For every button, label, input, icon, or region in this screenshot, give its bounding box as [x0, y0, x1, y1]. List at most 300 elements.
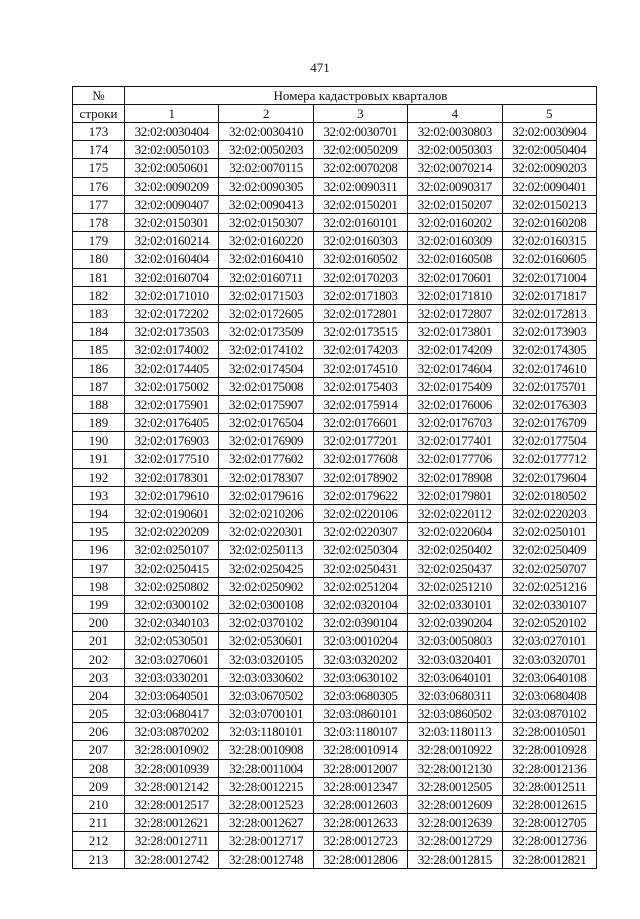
cadastral-number-cell: 32:02:0176601: [313, 414, 407, 432]
table-row: [73, 286, 597, 304]
cadastral-number-cell: 32:02:0173515: [313, 323, 407, 341]
cadastral-number-cell: 32:02:0520102: [502, 614, 596, 632]
cadastral-number-cell: 32:02:0250902: [219, 577, 313, 595]
column-header-4: 4: [408, 105, 502, 123]
cadastral-number-cell: 32:02:0174504: [219, 359, 313, 377]
cadastral-number-cell: 32:02:0175403: [313, 377, 407, 395]
group-header: Номера кадастровых кварталов: [125, 87, 597, 105]
cadastral-number-cell: 32:02:0177201: [313, 432, 407, 450]
row-number: 189: [73, 414, 125, 432]
cadastral-number-cell: 32:02:0177608: [313, 450, 407, 468]
column-header-3: 3: [313, 105, 407, 123]
cadastral-number-cell: 32:28:0012007: [313, 759, 407, 777]
cadastral-number-cell: 32:02:0160208: [502, 213, 596, 231]
cadastral-number-cell: 32:02:0050303: [408, 141, 502, 159]
cadastral-number-cell: 32:03:0270101: [502, 632, 596, 650]
cadastral-number-cell: 32:02:0160202: [408, 213, 502, 231]
table-row: [73, 795, 597, 813]
table-row: [73, 577, 597, 595]
cadastral-number-cell: 32:03:0320701: [502, 650, 596, 668]
cadastral-number-cell: 32:02:0173503: [125, 323, 219, 341]
cadastral-number-cell: 32:28:0012130: [408, 759, 502, 777]
cadastral-number-cell: 32:03:1180113: [408, 723, 502, 741]
row-number: 193: [73, 486, 125, 504]
cadastral-number-cell: 32:02:0171817: [502, 286, 596, 304]
cadastral-number-cell: 32:02:0090203: [502, 159, 596, 177]
cadastral-number-cell: 32:02:0177510: [125, 450, 219, 468]
cadastral-number-cell: 32:28:0012621: [125, 814, 219, 832]
cadastral-number-cell: 32:28:0012717: [219, 832, 313, 850]
row-number: 192: [73, 468, 125, 486]
column-header-2: 2: [219, 105, 313, 123]
table-row: [73, 195, 597, 213]
cadastral-number-cell: 32:02:0250707: [502, 559, 596, 577]
table-row: [73, 359, 597, 377]
table-row: [73, 304, 597, 322]
cadastral-number-cell: 32:02:0178301: [125, 468, 219, 486]
row-number: 184: [73, 323, 125, 341]
row-number: 213: [73, 850, 125, 868]
cadastral-number-cell: 32:02:0174610: [502, 359, 596, 377]
cadastral-number-cell: 32:02:0251204: [313, 577, 407, 595]
cadastral-number-cell: 32:03:0330201: [125, 668, 219, 686]
cadastral-number-cell: 32:02:0172202: [125, 304, 219, 322]
row-number: 208: [73, 759, 125, 777]
cadastral-number-cell: 32:28:0012627: [219, 814, 313, 832]
cadastral-number-cell: 32:02:0160410: [219, 250, 313, 268]
cadastral-number-cell: 32:03:0870202: [125, 723, 219, 741]
cadastral-number-cell: 32:03:0640501: [125, 686, 219, 704]
header-row-top: [73, 87, 597, 105]
row-number: 207: [73, 741, 125, 759]
cadastral-number-cell: 32:02:0160303: [313, 232, 407, 250]
cadastral-number-cell: 32:02:0090401: [502, 177, 596, 195]
cadastral-number-cell: 32:02:0174604: [408, 359, 502, 377]
cadastral-number-cell: 32:02:0176903: [125, 432, 219, 450]
cadastral-number-cell: 32:03:0870102: [502, 705, 596, 723]
cadastral-number-cell: 32:28:0012736: [502, 832, 596, 850]
cadastral-number-cell: 32:02:0070115: [219, 159, 313, 177]
cadastral-number-cell: 32:02:0171010: [125, 286, 219, 304]
cadastral-number-cell: 32:03:0680408: [502, 686, 596, 704]
cadastral-number-cell: 32:02:0160101: [313, 213, 407, 231]
row-number: 186: [73, 359, 125, 377]
table-row: [73, 414, 597, 432]
cadastral-number-cell: 32:02:0150207: [408, 195, 502, 213]
row-number: 180: [73, 250, 125, 268]
cadastral-number-cell: 32:28:0012142: [125, 777, 219, 795]
cadastral-number-cell: 32:02:0220307: [313, 523, 407, 541]
row-number: 175: [73, 159, 125, 177]
cadastral-number-cell: 32:03:0050803: [408, 632, 502, 650]
row-number: 210: [73, 795, 125, 813]
cadastral-number-cell: 32:02:0050103: [125, 141, 219, 159]
cadastral-number-cell: 32:02:0050601: [125, 159, 219, 177]
row-number: 185: [73, 341, 125, 359]
cadastral-quarters-table: [72, 86, 597, 869]
cadastral-number-cell: 32:02:0090413: [219, 195, 313, 213]
row-number: 194: [73, 504, 125, 522]
cadastral-number-cell: 32:28:0010914: [313, 741, 407, 759]
cadastral-number-cell: 32:02:0250113: [219, 541, 313, 559]
cadastral-number-cell: 32:02:0175907: [219, 395, 313, 413]
table-row: [73, 141, 597, 159]
cadastral-number-cell: 32:02:0175002: [125, 377, 219, 395]
column-header-5: 5: [502, 105, 596, 123]
table-row: [73, 504, 597, 522]
table-row: [73, 177, 597, 195]
cadastral-number-cell: 32:03:0320401: [408, 650, 502, 668]
cadastral-number-cell: 32:02:0340103: [125, 614, 219, 632]
table-row: [73, 159, 597, 177]
cadastral-number-cell: 32:28:0012615: [502, 795, 596, 813]
cadastral-number-cell: 32:02:0390204: [408, 614, 502, 632]
cadastral-number-cell: 32:02:0030701: [313, 123, 407, 141]
cadastral-number-cell: 32:02:0160220: [219, 232, 313, 250]
cadastral-number-cell: 32:28:0011004: [219, 759, 313, 777]
cadastral-number-cell: 32:02:0050203: [219, 141, 313, 159]
row-number: 201: [73, 632, 125, 650]
cadastral-number-cell: 32:02:0171004: [502, 268, 596, 286]
table-row: [73, 395, 597, 413]
table-row: [73, 668, 597, 686]
cadastral-number-cell: 32:28:0010928: [502, 741, 596, 759]
row-number: 177: [73, 195, 125, 213]
cadastral-number-cell: 32:02:0250415: [125, 559, 219, 577]
cadastral-number-cell: 32:02:0171803: [313, 286, 407, 304]
cadastral-number-cell: 32:28:0012633: [313, 814, 407, 832]
row-number: 202: [73, 650, 125, 668]
cadastral-number-cell: 32:02:0250431: [313, 559, 407, 577]
table-body: [73, 123, 597, 869]
row-number: 209: [73, 777, 125, 795]
cadastral-number-cell: 32:02:0170203: [313, 268, 407, 286]
row-number: 179: [73, 232, 125, 250]
table-row: [73, 705, 597, 723]
cadastral-number-cell: 32:02:0070208: [313, 159, 407, 177]
cadastral-number-cell: 32:28:0012821: [502, 850, 596, 868]
cadastral-number-cell: 32:28:0012705: [502, 814, 596, 832]
cadastral-number-cell: 32:02:0160605: [502, 250, 596, 268]
cadastral-number-cell: 32:28:0012511: [502, 777, 596, 795]
cadastral-number-cell: 32:02:0172813: [502, 304, 596, 322]
cadastral-number-cell: 32:03:0320202: [313, 650, 407, 668]
cadastral-number-cell: 32:28:0010908: [219, 741, 313, 759]
cadastral-number-cell: 32:02:0220106: [313, 504, 407, 522]
cadastral-number-cell: 32:28:0012806: [313, 850, 407, 868]
cadastral-number-cell: 32:03:1180107: [313, 723, 407, 741]
row-number-header-top: №: [73, 87, 125, 105]
cadastral-number-cell: 32:28:0010922: [408, 741, 502, 759]
row-number: 182: [73, 286, 125, 304]
cadastral-number-cell: 32:02:0250402: [408, 541, 502, 559]
cadastral-number-cell: 32:02:0530501: [125, 632, 219, 650]
cadastral-number-cell: 32:02:0171503: [219, 286, 313, 304]
row-number: 173: [73, 123, 125, 141]
cadastral-number-cell: 32:02:0178902: [313, 468, 407, 486]
cadastral-number-cell: 32:03:0670502: [219, 686, 313, 704]
header-row-bottom: [73, 105, 597, 123]
cadastral-number-cell: 32:02:0220203: [502, 504, 596, 522]
table-row: [73, 632, 597, 650]
cadastral-number-cell: 32:02:0175409: [408, 377, 502, 395]
cadastral-number-cell: 32:02:0030410: [219, 123, 313, 141]
cadastral-number-cell: 32:02:0177602: [219, 450, 313, 468]
cadastral-number-cell: 32:28:0012729: [408, 832, 502, 850]
cadastral-number-cell: 32:02:0050209: [313, 141, 407, 159]
cadastral-number-cell: 32:02:0320104: [313, 595, 407, 613]
cadastral-number-cell: 32:03:0630102: [313, 668, 407, 686]
cadastral-number-cell: 32:02:0190601: [125, 504, 219, 522]
cadastral-number-cell: 32:02:0220301: [219, 523, 313, 541]
table-row: [73, 323, 597, 341]
table-row: [73, 777, 597, 795]
cadastral-number-cell: 32:02:0177712: [502, 450, 596, 468]
cadastral-number-cell: 32:02:0160502: [313, 250, 407, 268]
cadastral-number-cell: 32:02:0370102: [219, 614, 313, 632]
row-number: 198: [73, 577, 125, 595]
table-row: [73, 450, 597, 468]
table-row: [73, 723, 597, 741]
cadastral-number-cell: 32:28:0012711: [125, 832, 219, 850]
page-number: 471: [310, 60, 330, 75]
cadastral-number-cell: 32:02:0160508: [408, 250, 502, 268]
table-row: [73, 595, 597, 613]
cadastral-number-cell: 32:02:0220112: [408, 504, 502, 522]
cadastral-number-cell: 32:03:0680311: [408, 686, 502, 704]
cadastral-number-cell: 32:02:0250409: [502, 541, 596, 559]
cadastral-number-cell: 32:02:0150301: [125, 213, 219, 231]
cadastral-number-cell: 32:02:0179622: [313, 486, 407, 504]
cadastral-number-cell: 32:02:0390104: [313, 614, 407, 632]
cadastral-number-cell: 32:02:0150201: [313, 195, 407, 213]
cadastral-number-cell: 32:02:0090209: [125, 177, 219, 195]
cadastral-number-cell: 32:28:0012505: [408, 777, 502, 795]
cadastral-number-cell: 32:02:0050404: [502, 141, 596, 159]
table-row: [73, 432, 597, 450]
cadastral-number-cell: 32:02:0174209: [408, 341, 502, 359]
cadastral-number-cell: 32:02:0175914: [313, 395, 407, 413]
cadastral-number-cell: 32:02:0176709: [502, 414, 596, 432]
table-header: [73, 87, 597, 123]
cadastral-number-cell: 32:02:0250107: [125, 541, 219, 559]
cadastral-number-cell: 32:02:0090311: [313, 177, 407, 195]
row-number: 204: [73, 686, 125, 704]
table-row: [73, 341, 597, 359]
cadastral-number-cell: 32:28:0012603: [313, 795, 407, 813]
table-row: [73, 559, 597, 577]
row-number: 191: [73, 450, 125, 468]
row-number: 211: [73, 814, 125, 832]
table-row: [73, 523, 597, 541]
cadastral-number-cell: 32:03:0680305: [313, 686, 407, 704]
cadastral-number-cell: 32:03:0860502: [408, 705, 502, 723]
row-number: 205: [73, 705, 125, 723]
cadastral-number-cell: 32:02:0176703: [408, 414, 502, 432]
table-row: [73, 541, 597, 559]
cadastral-number-cell: 32:02:0030803: [408, 123, 502, 141]
row-number: 181: [73, 268, 125, 286]
cadastral-number-cell: 32:28:0012215: [219, 777, 313, 795]
cadastral-number-cell: 32:02:0090305: [219, 177, 313, 195]
cadastral-number-cell: 32:28:0012517: [125, 795, 219, 813]
table-row: [73, 250, 597, 268]
cadastral-number-cell: 32:02:0177504: [502, 432, 596, 450]
cadastral-number-cell: 32:02:0030404: [125, 123, 219, 141]
cadastral-number-cell: 32:28:0010902: [125, 741, 219, 759]
table-row: [73, 123, 597, 141]
cadastral-number-cell: 32:02:0174102: [219, 341, 313, 359]
cadastral-number-cell: 32:02:0174203: [313, 341, 407, 359]
row-number: 174: [73, 141, 125, 159]
table-row: [73, 741, 597, 759]
cadastral-number-cell: 32:28:0012815: [408, 850, 502, 868]
cadastral-number-cell: 32:02:0210206: [219, 504, 313, 522]
cadastral-number-cell: 32:02:0175901: [125, 395, 219, 413]
cadastral-number-cell: 32:02:0176006: [408, 395, 502, 413]
row-number: 178: [73, 213, 125, 231]
cadastral-number-cell: 32:02:0176909: [219, 432, 313, 450]
cadastral-number-cell: 32:02:0173903: [502, 323, 596, 341]
cadastral-number-cell: 32:02:0330107: [502, 595, 596, 613]
cadastral-number-cell: 32:02:0173801: [408, 323, 502, 341]
cadastral-number-cell: 32:02:0160704: [125, 268, 219, 286]
cadastral-number-cell: 32:02:0150307: [219, 213, 313, 231]
cadastral-number-cell: 32:02:0251210: [408, 577, 502, 595]
cadastral-number-cell: 32:28:0012136: [502, 759, 596, 777]
cadastral-number-cell: 32:02:0250437: [408, 559, 502, 577]
cadastral-number-cell: 32:28:0012723: [313, 832, 407, 850]
column-header-1: 1: [125, 105, 219, 123]
cadastral-number-cell: 32:02:0178908: [408, 468, 502, 486]
cadastral-number-cell: 32:02:0177706: [408, 450, 502, 468]
cadastral-number-cell: 32:03:0640101: [408, 668, 502, 686]
cadastral-number-cell: 32:02:0174305: [502, 341, 596, 359]
cadastral-number-cell: 32:03:0640108: [502, 668, 596, 686]
cadastral-number-cell: 32:02:0176303: [502, 395, 596, 413]
table-row: [73, 814, 597, 832]
cadastral-number-cell: 32:02:0179616: [219, 486, 313, 504]
cadastral-number-cell: 32:02:0179604: [502, 468, 596, 486]
cadastral-number-cell: 32:02:0090317: [408, 177, 502, 195]
cadastral-number-cell: 32:02:0150213: [502, 195, 596, 213]
cadastral-number-cell: 32:02:0180502: [502, 486, 596, 504]
cadastral-number-cell: 32:28:0010501: [502, 723, 596, 741]
row-number: 212: [73, 832, 125, 850]
cadastral-number-cell: 32:02:0172605: [219, 304, 313, 322]
row-number: 199: [73, 595, 125, 613]
row-number: 206: [73, 723, 125, 741]
row-number: 183: [73, 304, 125, 322]
row-number: 200: [73, 614, 125, 632]
row-number: 197: [73, 559, 125, 577]
cadastral-number-cell: 32:02:0160309: [408, 232, 502, 250]
cadastral-number-cell: 32:28:0012347: [313, 777, 407, 795]
table-row: [73, 759, 597, 777]
cadastral-number-cell: 32:02:0250101: [502, 523, 596, 541]
cadastral-number-cell: 32:02:0330101: [408, 595, 502, 613]
cadastral-number-cell: 32:02:0251216: [502, 577, 596, 595]
cadastral-number-cell: 32:02:0090407: [125, 195, 219, 213]
cadastral-number-cell: 32:02:0300102: [125, 595, 219, 613]
cadastral-number-cell: 32:02:0160315: [502, 232, 596, 250]
cadastral-number-cell: 32:02:0176405: [125, 414, 219, 432]
cadastral-number-cell: 32:02:0176504: [219, 414, 313, 432]
cadastral-number-cell: 32:28:0012639: [408, 814, 502, 832]
cadastral-number-cell: 32:03:0010204: [313, 632, 407, 650]
cadastral-number-cell: 32:02:0220604: [408, 523, 502, 541]
cadastral-number-cell: 32:02:0171810: [408, 286, 502, 304]
cadastral-number-cell: 32:02:0177401: [408, 432, 502, 450]
cadastral-number-cell: 32:02:0250802: [125, 577, 219, 595]
table-row: [73, 213, 597, 231]
cadastral-number-cell: 32:02:0175008: [219, 377, 313, 395]
table-row: [73, 268, 597, 286]
table-row: [73, 850, 597, 868]
cadastral-number-cell: 32:02:0172807: [408, 304, 502, 322]
cadastral-number-cell: 32:02:0174002: [125, 341, 219, 359]
row-number: 203: [73, 668, 125, 686]
cadastral-number-cell: 32:02:0179610: [125, 486, 219, 504]
cadastral-number-cell: 32:28:0012742: [125, 850, 219, 868]
cadastral-number-cell: 32:02:0030904: [502, 123, 596, 141]
cadastral-number-cell: 32:02:0179801: [408, 486, 502, 504]
cadastral-number-cell: 32:02:0160214: [125, 232, 219, 250]
cadastral-number-cell: 32:02:0070214: [408, 159, 502, 177]
table-row: [73, 832, 597, 850]
cadastral-number-cell: 32:03:0700101: [219, 705, 313, 723]
cadastral-number-cell: 32:03:0860101: [313, 705, 407, 723]
row-number: 190: [73, 432, 125, 450]
cadastral-number-cell: 32:28:0012748: [219, 850, 313, 868]
cadastral-number-cell: 32:02:0178307: [219, 468, 313, 486]
cadastral-number-cell: 32:02:0174405: [125, 359, 219, 377]
cadastral-number-cell: 32:03:0330602: [219, 668, 313, 686]
cadastral-number-cell: 32:02:0250425: [219, 559, 313, 577]
cadastral-number-cell: 32:02:0160711: [219, 268, 313, 286]
table-row: [73, 468, 597, 486]
cadastral-number-cell: 32:02:0175701: [502, 377, 596, 395]
cadastral-number-cell: 32:02:0530601: [219, 632, 313, 650]
cadastral-number-cell: 32:03:0680417: [125, 705, 219, 723]
row-number: 187: [73, 377, 125, 395]
cadastral-number-cell: 32:02:0170601: [408, 268, 502, 286]
row-number-header-bottom: строки: [73, 105, 125, 123]
cadastral-number-cell: 32:02:0250304: [313, 541, 407, 559]
cadastral-number-cell: 32:28:0012609: [408, 795, 502, 813]
table-row: [73, 232, 597, 250]
table-row: [73, 650, 597, 668]
cadastral-number-cell: 32:02:0174510: [313, 359, 407, 377]
cadastral-number-cell: 32:03:0320105: [219, 650, 313, 668]
cadastral-number-cell: 32:03:1180101: [219, 723, 313, 741]
row-number: 195: [73, 523, 125, 541]
cadastral-number-cell: 32:02:0173509: [219, 323, 313, 341]
cadastral-number-cell: 32:28:0012523: [219, 795, 313, 813]
table-row: [73, 377, 597, 395]
cadastral-number-cell: 32:02:0172801: [313, 304, 407, 322]
row-number: 176: [73, 177, 125, 195]
cadastral-number-cell: 32:02:0160404: [125, 250, 219, 268]
table-row: [73, 486, 597, 504]
row-number: 188: [73, 395, 125, 413]
cadastral-number-cell: 32:03:0270601: [125, 650, 219, 668]
table-row: [73, 614, 597, 632]
cadastral-number-cell: 32:28:0010939: [125, 759, 219, 777]
row-number: 196: [73, 541, 125, 559]
table-row: [73, 686, 597, 704]
cadastral-number-cell: 32:02:0300108: [219, 595, 313, 613]
